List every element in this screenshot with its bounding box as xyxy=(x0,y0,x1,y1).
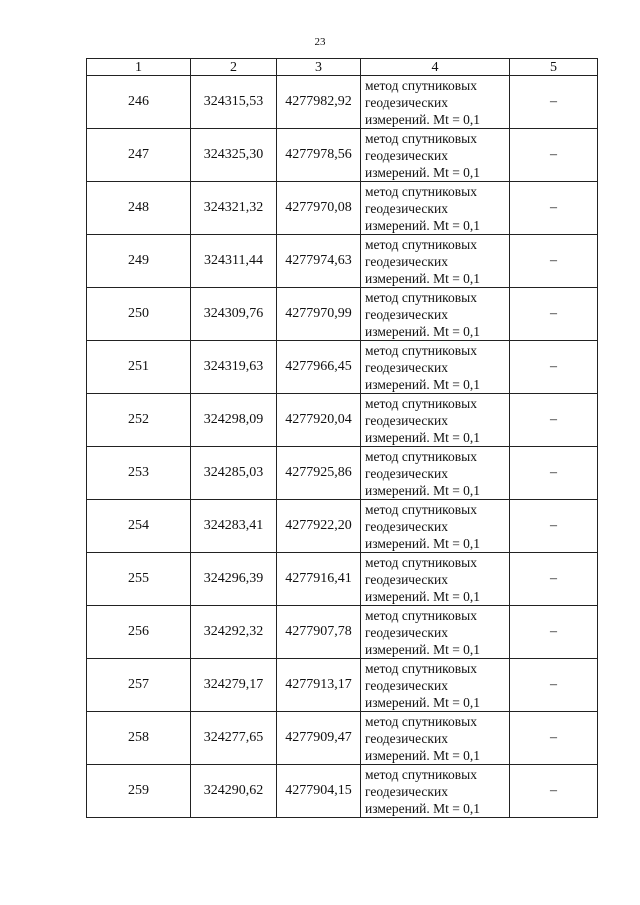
header-col-2: 2 xyxy=(191,59,277,76)
method-cell xyxy=(361,394,510,447)
note-cell: – xyxy=(510,447,598,500)
note-cell: – xyxy=(510,182,598,235)
coordinate-x: 324325,30 xyxy=(191,129,277,182)
coordinate-x: 324285,03 xyxy=(191,447,277,500)
point-number: 248 xyxy=(87,182,191,235)
method-cell xyxy=(361,341,510,394)
point-number: 258 xyxy=(87,712,191,765)
method-line: геодезических xyxy=(365,730,448,746)
note-cell: – xyxy=(510,659,598,712)
header-col-3: 3 xyxy=(277,59,361,76)
method-line: измерений. Mt = 0,1 xyxy=(365,800,481,816)
table-row xyxy=(87,712,598,765)
method-line: метод спутниковых xyxy=(365,554,477,570)
method-line: метод спутниковых xyxy=(365,289,477,305)
method-line: метод спутниковых xyxy=(365,607,477,623)
coordinate-x: 324290,62 xyxy=(191,765,277,818)
coordinate-y: 4277909,47 xyxy=(277,712,361,765)
note-cell: – xyxy=(510,606,598,659)
method-cell xyxy=(361,182,510,235)
method-cell xyxy=(361,659,510,712)
table-row xyxy=(87,182,598,235)
table-row xyxy=(87,447,598,500)
method-line: измерений. Mt = 0,1 xyxy=(365,588,481,604)
method-line: метод спутниковых xyxy=(365,501,477,517)
coordinate-x: 324319,63 xyxy=(191,341,277,394)
coordinate-x: 324292,32 xyxy=(191,606,277,659)
note-cell: – xyxy=(510,76,598,129)
method-line: геодезических xyxy=(365,624,448,640)
point-number: 250 xyxy=(87,288,191,341)
method-line: геодезических xyxy=(365,412,448,428)
method-line: метод спутниковых xyxy=(365,713,477,729)
method-line: геодезических xyxy=(365,465,448,481)
method-line: геодезических xyxy=(365,783,448,799)
method-line: геодезических xyxy=(365,571,448,587)
point-number: 256 xyxy=(87,606,191,659)
method-line: геодезических xyxy=(365,359,448,375)
note-cell: – xyxy=(510,341,598,394)
method-line: метод спутниковых xyxy=(365,130,477,146)
point-number: 249 xyxy=(87,235,191,288)
table-row xyxy=(87,129,598,182)
method-cell xyxy=(361,712,510,765)
method-line: измерений. Mt = 0,1 xyxy=(365,694,481,710)
header-col-4: 4 xyxy=(361,59,510,76)
coordinate-x: 324283,41 xyxy=(191,500,277,553)
coordinate-x: 324279,17 xyxy=(191,659,277,712)
point-number: 259 xyxy=(87,765,191,818)
coordinate-y: 4277904,15 xyxy=(277,765,361,818)
coordinate-y: 4277978,56 xyxy=(277,129,361,182)
point-number: 247 xyxy=(87,129,191,182)
method-cell xyxy=(361,606,510,659)
point-number: 252 xyxy=(87,394,191,447)
coordinate-y: 4277982,92 xyxy=(277,76,361,129)
method-line: метод спутниковых xyxy=(365,236,477,252)
method-line: геодезических xyxy=(365,200,448,216)
note-cell: – xyxy=(510,712,598,765)
coordinate-x: 324298,09 xyxy=(191,394,277,447)
method-line: метод спутниковых xyxy=(365,660,477,676)
coordinate-x: 324315,53 xyxy=(191,76,277,129)
table-row xyxy=(87,765,598,818)
method-line: измерений. Mt = 0,1 xyxy=(365,641,481,657)
point-number: 255 xyxy=(87,553,191,606)
method-cell xyxy=(361,765,510,818)
table-row xyxy=(87,659,598,712)
method-cell xyxy=(361,553,510,606)
method-line: метод спутниковых xyxy=(365,766,477,782)
method-line: измерений. Mt = 0,1 xyxy=(365,111,481,127)
coordinate-y: 4277907,78 xyxy=(277,606,361,659)
method-line: геодезических xyxy=(365,147,448,163)
coordinate-x: 324311,44 xyxy=(191,235,277,288)
table-row xyxy=(87,288,598,341)
table-row xyxy=(87,500,598,553)
method-cell xyxy=(361,500,510,553)
table-body xyxy=(87,76,598,818)
header-col-5: 5 xyxy=(510,59,598,76)
coordinate-y: 4277920,04 xyxy=(277,394,361,447)
method-line: геодезических xyxy=(365,253,448,269)
note-cell: – xyxy=(510,765,598,818)
method-cell xyxy=(361,447,510,500)
method-line: измерений. Mt = 0,1 xyxy=(365,270,481,286)
coordinate-y: 4277922,20 xyxy=(277,500,361,553)
method-line: измерений. Mt = 0,1 xyxy=(365,323,481,339)
method-line: измерений. Mt = 0,1 xyxy=(365,429,481,445)
coordinates-table xyxy=(86,58,598,818)
note-cell: – xyxy=(510,394,598,447)
method-line: геодезических xyxy=(365,677,448,693)
note-cell: – xyxy=(510,235,598,288)
table-header xyxy=(87,59,598,76)
coordinate-y: 4277925,86 xyxy=(277,447,361,500)
point-number: 253 xyxy=(87,447,191,500)
method-line: измерений. Mt = 0,1 xyxy=(365,747,481,763)
method-line: метод спутниковых xyxy=(365,342,477,358)
header-col-1: 1 xyxy=(87,59,191,76)
note-cell: – xyxy=(510,553,598,606)
method-line: метод спутниковых xyxy=(365,77,477,93)
method-line: измерений. Mt = 0,1 xyxy=(365,376,481,392)
method-cell xyxy=(361,288,510,341)
note-cell: – xyxy=(510,129,598,182)
method-cell xyxy=(361,235,510,288)
method-line: геодезических xyxy=(365,306,448,322)
table-row xyxy=(87,235,598,288)
method-line: измерений. Mt = 0,1 xyxy=(365,482,481,498)
table-row xyxy=(87,606,598,659)
method-line: измерений. Mt = 0,1 xyxy=(365,217,481,233)
method-cell xyxy=(361,76,510,129)
coordinate-x: 324296,39 xyxy=(191,553,277,606)
table-row xyxy=(87,76,598,129)
method-line: метод спутниковых xyxy=(365,183,477,199)
table-row xyxy=(87,553,598,606)
point-number: 254 xyxy=(87,500,191,553)
coordinate-y: 4277974,63 xyxy=(277,235,361,288)
coordinate-x: 324309,76 xyxy=(191,288,277,341)
coordinate-y: 4277970,99 xyxy=(277,288,361,341)
coordinate-x: 324277,65 xyxy=(191,712,277,765)
point-number: 251 xyxy=(87,341,191,394)
coordinate-y: 4277966,45 xyxy=(277,341,361,394)
method-line: измерений. Mt = 0,1 xyxy=(365,164,481,180)
method-line: геодезических xyxy=(365,94,448,110)
coordinate-y: 4277916,41 xyxy=(277,553,361,606)
note-cell: – xyxy=(510,500,598,553)
point-number: 257 xyxy=(87,659,191,712)
coordinate-y: 4277970,08 xyxy=(277,182,361,235)
table-row xyxy=(87,341,598,394)
note-cell: – xyxy=(510,288,598,341)
method-line: метод спутниковых xyxy=(365,448,477,464)
table-row xyxy=(87,394,598,447)
header-row xyxy=(87,59,598,76)
page-number: 23 xyxy=(314,36,326,48)
coordinate-x: 324321,32 xyxy=(191,182,277,235)
method-cell xyxy=(361,129,510,182)
point-number: 246 xyxy=(87,76,191,129)
coordinate-y: 4277913,17 xyxy=(277,659,361,712)
method-line: измерений. Mt = 0,1 xyxy=(365,535,481,551)
method-line: геодезических xyxy=(365,518,448,534)
method-line: метод спутниковых xyxy=(365,395,477,411)
